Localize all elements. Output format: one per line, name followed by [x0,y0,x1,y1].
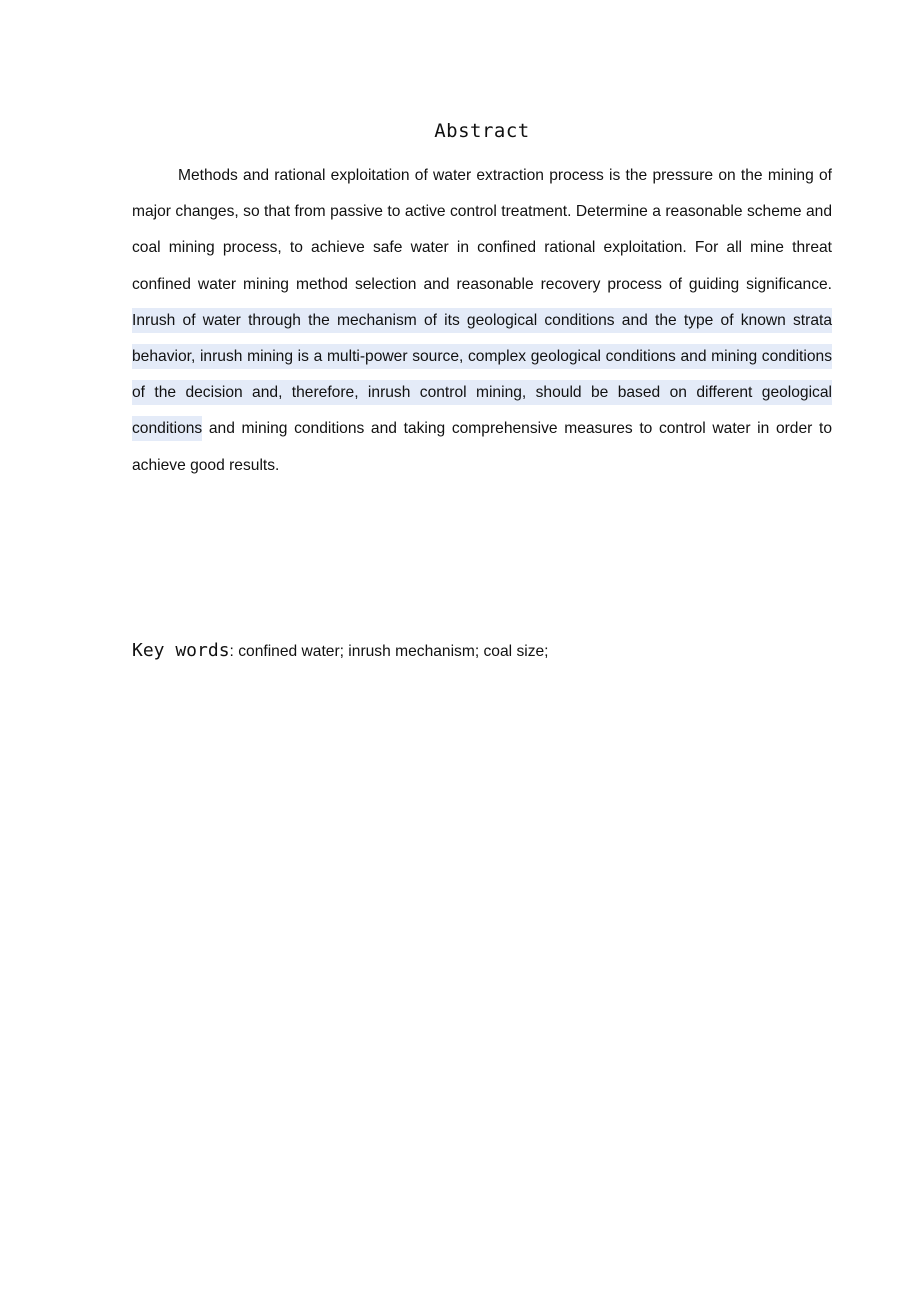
abstract-paragraph [132,158,832,484]
keywords-label: Key words [132,640,230,661]
abstract-text-after-highlight: and mining conditions and taking comprehensive measures to control water in order to achieve good results. [132,420,832,474]
abstract-text-before-highlight: Methods and rational exploitation of water extraction process is the pressure on the mining of major changes, so that from passive to active control treatment. Determine a reasonable scheme and coal mining process, to achieve safe water in confined rational exploitation. For all mine threat confined water mining method selection and reasonable recovery process of guiding significance. [132,167,832,293]
keywords-separator: : [229,643,234,660]
abstract-highlighted-selection[interactable]: Inrush of water through the mechanism of its geological conditions and the type of known strata behavior, inrush mining is a multi-power source, complex geological conditions and mining conditions of the decision and, therefore, inrush control mining, should be based on different geological conditions [132,308,832,442]
keywords-line [132,640,832,661]
keywords-text: confined water; inrush mechanism; coal size; [233,643,549,660]
abstract-title: Abstract [434,120,530,142]
